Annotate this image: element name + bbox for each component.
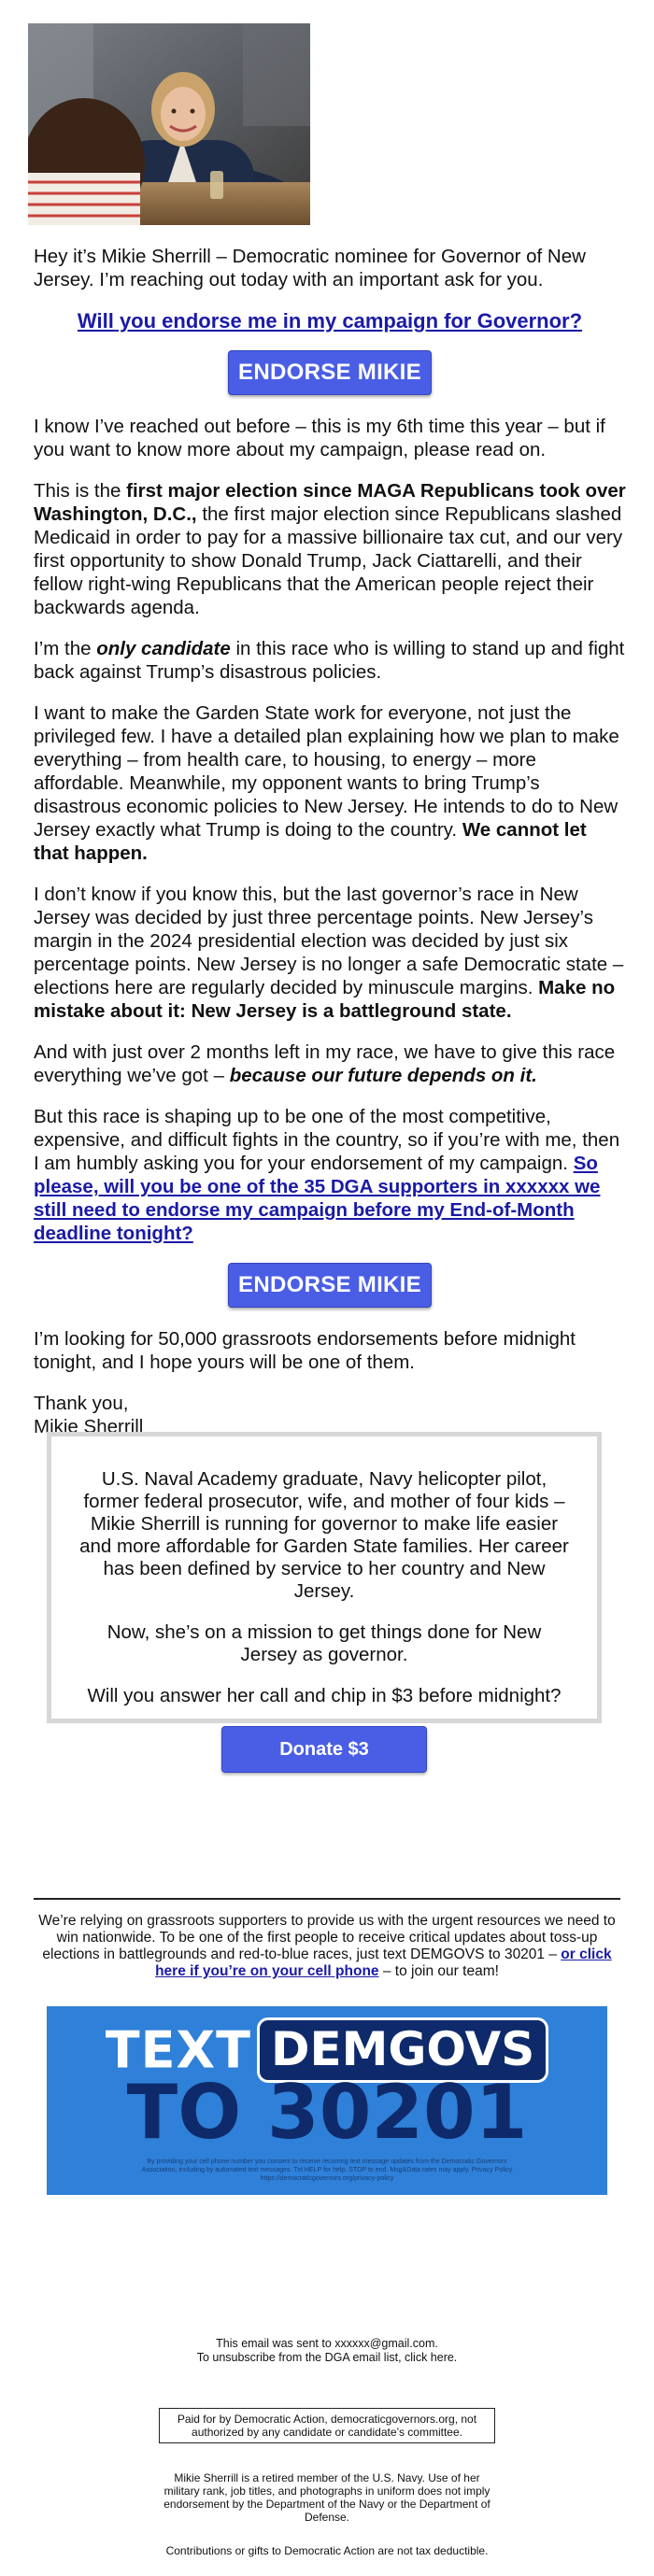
p4-bold: We cannot let that happen. xyxy=(34,819,587,864)
text-demgovs-banner[interactable] xyxy=(47,2006,607,2195)
sms-signup-text xyxy=(34,1913,620,1980)
p7-text: But this race is shaping up to be one of the most competitive, expensive, and difficult fights in the country, so if you’re with me, then I am humbly asking you for your endorsement of my campaign. xyxy=(34,1106,620,1174)
sms-text: We’re relying on grassroots supporters to provide us with the urgent resources we need to win nationwide. To be one of the first people to receive critical updates about toss-up elections in battlegrounds and red-to-blue races, just text DEMGOVS to 30201 – xyxy=(38,1913,616,1962)
p2-pre: This is the xyxy=(34,480,127,502)
donation-box xyxy=(47,1432,602,1760)
p3-bold-italic: only candidate xyxy=(96,638,231,659)
paragraph-reached-out: I know I’ve reached out before – this is my 6th time this year – but if you want to know more about my campaign, please read on. xyxy=(34,416,605,460)
endorse-button[interactable]: ENDORSE MIKIE xyxy=(228,350,432,395)
p4-text: I want to make the Garden State work for everyone, not just the privileged few. I have a detailed plan explaining how we plan to make everything – from health care, to housing, to energy – more affordable. Meanwhile, my opponent wants to bring Trump’s disastrous economic policies to New Jersey. He intends to do to New Jersey exactly what Trump is doing to the country. xyxy=(34,702,619,841)
letter-body xyxy=(34,245,626,1456)
paid-for-box: Paid for by Democratic Action, democraticgovernors.org, not authorized by any candidate or candidate’s committee. xyxy=(159,2408,495,2443)
paragraph-battleground xyxy=(34,883,626,1023)
banner-text-word: TEXT xyxy=(105,2020,251,2080)
paragraph-first-election xyxy=(34,479,626,619)
paragraph-competitive xyxy=(34,1105,626,1245)
p6-text: And with just over 2 months left in my race, we have to give this race everything we’ve got – xyxy=(34,1041,616,1086)
footer-tax-note: Contributions or gifts to Democratic Action are not tax deductible. xyxy=(165,2544,489,2557)
endorse-button-2[interactable]: ENDORSE MIKIE xyxy=(228,1263,432,1308)
paragraph-50000: I’m looking for 50,000 grassroots endorsements before midnight tonight, and I hope yours will be one of them. xyxy=(34,1328,576,1373)
footer-email-info xyxy=(34,2337,620,2365)
photo-woman-seated-at-table-icon xyxy=(28,23,310,225)
banner-keyword: DEMGOVS xyxy=(257,2017,548,2083)
box-question: Will you answer her call and chip in $3 before midnight? xyxy=(87,1685,562,1706)
endorse-deadline-link[interactable]: So please, will you be one of the 35 DGA supporters in xxxxxx we still need to endorse my campaign before my End-of-Month deadline tonight? xyxy=(34,1153,601,1244)
footer-sent-to: This email was sent to xxxxxx@gmail.com. xyxy=(216,2337,438,2350)
donate-button[interactable]: Donate $3 xyxy=(221,1726,427,1773)
footer-unsubscribe[interactable]: To unsubscribe from the DGA email list, click here. xyxy=(196,2351,458,2364)
sms-cell-link[interactable]: or click here if you’re on your cell phone xyxy=(155,1946,612,1979)
p6-bold-italic: because our future depends on it. xyxy=(229,1065,537,1086)
box-bio: U.S. Naval Academy graduate, Navy helicopter pilot, former federal prosecutor, wife, and mother of four kids – Mikie Sherrill is running for governor to make life easier and more affordable for Garden State families. Her career has been defined by service to her country and New Jersey. xyxy=(79,1468,569,1602)
p5-bold: Make no mistake about it: New Jersey is a battleground state. xyxy=(34,977,616,1022)
endorse-button-row-top xyxy=(34,350,626,395)
p2-post: the first major election since Republicans slashed Medicaid in order to pay for a massive billionaire tax cut, and our very first opportunity to show Donald Trump, Jack Ciattarelli, and their fellow right-wing Republicans that the American people reject their backwards agenda. xyxy=(34,503,623,618)
endorse-ask-link[interactable]: Will you endorse me in my campaign for Governor? xyxy=(77,309,583,333)
p3-pre: I’m the xyxy=(34,638,97,659)
sms-after: – to join our team! xyxy=(378,1963,499,1979)
banner-fine-print: By providing your cell phone number you consent to receive recurring text message updates from the Democratic Governors Association, including by automated text messages. Txt HELP for help, STOP to end. Msg&Data rates may apply. Privacy Policy https://democraticgovernors.org/privacy-policy xyxy=(141,2158,513,2182)
signoff-thanks: Thank you, xyxy=(34,1393,129,1414)
p5-text: I don’t know if you know this, but the last governor’s race in New Jersey was decided by just three percentage points. New Jersey’s margin in the 2024 presidential election was decided by just six percentage points. New Jersey is no longer a safe Democratic state – elections here are regularly decided by minuscule margins. xyxy=(34,884,624,998)
endorse-button-row-bottom xyxy=(34,1263,626,1308)
footer-navy-disclaimer: Mikie Sherrill is a retired member of the U.S. Navy. Use of her military rank, job titles, and photographs in uniform does not imply endorsement by the Department of the Navy or the Department of Defense. xyxy=(164,2471,490,2524)
box-mission: Now, she’s on a mission to get things done for New Jersey as governor. xyxy=(107,1621,542,1665)
banner-to-line: TO 30201 xyxy=(126,2069,528,2156)
paragraph-garden-state xyxy=(34,701,626,865)
p2-bold: first major election since MAGA Republicans took over Washington, D.C., xyxy=(34,480,626,525)
paragraph-only-candidate xyxy=(34,637,626,684)
signoff-name: Mikie Sherrill xyxy=(34,1416,144,1437)
paragraph-two-months xyxy=(34,1040,626,1087)
hero-photo xyxy=(28,23,310,225)
intro-paragraph: Hey it’s Mikie Sherrill – Democratic nominee for Governor of New Jersey. I’m reaching out today with an important ask for you. xyxy=(34,246,586,290)
divider xyxy=(34,1898,620,1900)
p3-post: in this race who is willing to stand up and fight back against Trump’s disastrous policies. xyxy=(34,638,625,683)
